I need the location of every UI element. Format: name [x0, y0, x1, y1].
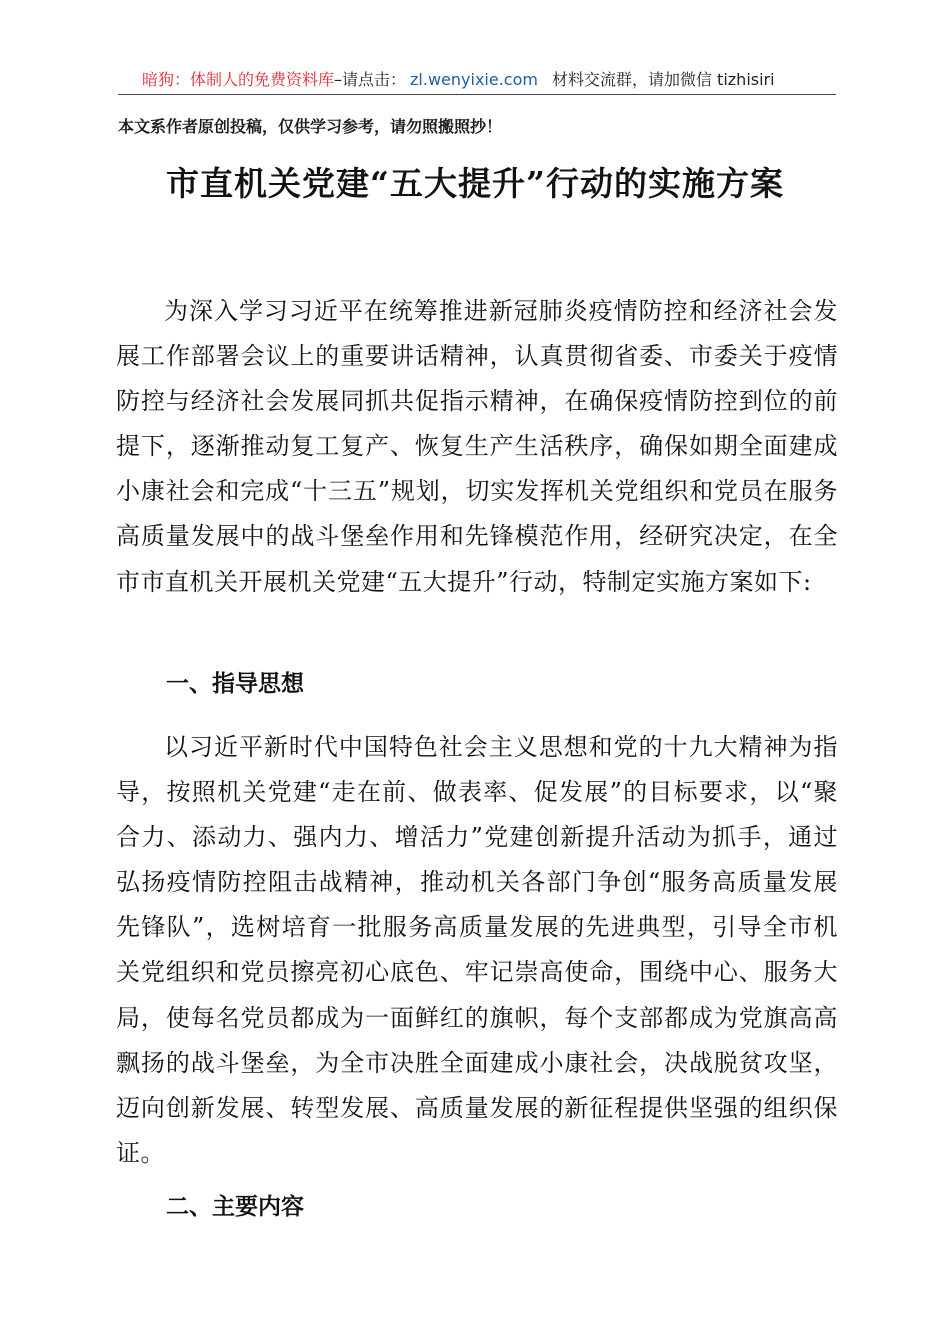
- site-link[interactable]: zl.wenyixie.com: [410, 70, 538, 89]
- header-banner: [118, 68, 834, 92]
- document-title: 市直机关党建“五大提升”行动的实施方案: [166, 164, 784, 203]
- intro-paragraph: 为深入学习习近平在统筹推进新冠肺炎疫情防控和经济社会发展工作部署会议上的重要讲话精神，认真贯彻省委、市委关于疫情防控与经济社会发展同抓共促指示精神，在确保疫情防控到位的前提下，逐渐推动复工复产、恢复生产生活秩序，确保如期全面建成小康社会和完成“十三五”规划，切实发挥机关党组织和党员在服务高质量发展中的战斗堡垒作用和先锋模范作用，经研究决定，在全市市直机关开展机关党建“五大提升”行动，特制定实施方案如下:: [116, 297, 838, 596]
- section-heading-guiding-ideology: 一、指导思想: [166, 671, 304, 697]
- header-divider: [118, 94, 836, 95]
- click-prompt: –请点击：: [334, 70, 407, 89]
- section-heading-main-content: 二、主要内容: [166, 1194, 304, 1220]
- site-name: 暗狗：体制人的免费资料库: [142, 70, 335, 89]
- copyright-notice: 本文系作者原创投稿，仅供学习参考，请勿照搬照抄！: [118, 117, 503, 136]
- group-note: 材料交流群，请加微信 tizhisiri: [551, 70, 775, 89]
- section-paragraph-guiding-ideology: 以习近平新时代中国特色社会主义思想和党的十九大精神为指导，按照机关党建“走在前、做表率、促发展”的目标要求，以“聚合力、添动力、强内力、增活力”党建创新提升活动为抓手，通过弘扬疫情防控阻击战精神，推动机关各部门争创“服务高质量发展先锋队”，选树培育一批服务高质量发展的先进典型，引导全市机关党组织和党员擦亮初心底色、牢记崇高使命，围绕中心、服务大局，使每名党员都成为一面鲜红的旗帜，每个支部都成为党旗高高飘扬的战斗堡垒，为全市决胜全面建成小康社会，决战脱贫攻坚，迈向创新发展、转型发展、高质量发展的新征程提供坚强的组织保证。: [116, 733, 838, 1167]
